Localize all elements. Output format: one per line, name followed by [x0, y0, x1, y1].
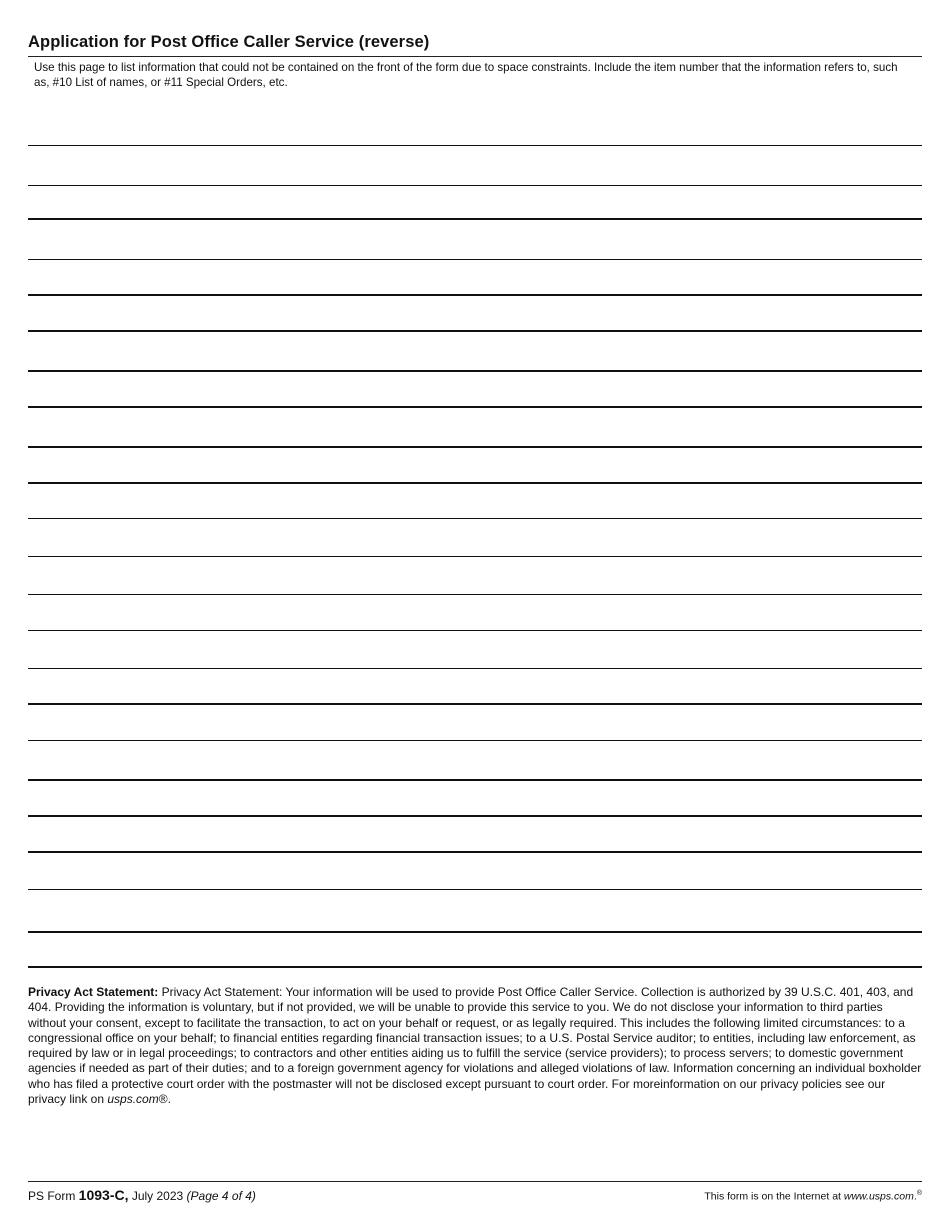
entry-line[interactable] [28, 779, 922, 781]
entry-line[interactable] [28, 406, 922, 408]
entry-line[interactable] [28, 370, 922, 372]
internet-notice [704, 1190, 922, 1203]
form-title: Application for Post Office Caller Service (reverse) [28, 33, 430, 51]
privacy-text: Privacy Act Statement: Your information will be used to provide Post Office Caller Service. Collection is authorized by 39 U.S.C. 401, 403, and 404. Providing the information is voluntary, but if not provided, we will be unable to provide this service to you. We do not disclose your information to third parties without your consent, except to facilitate the transaction, to act on your behalf or request, or as legally required. This includes the following limited circumstances: to a congressional office on your behalf; to financial entities regarding financial transaction issues; to a U.S. Postal Service auditor; to entities, including law enforcement, as required by law or in legal proceedings; to contractors and other entities aiding us to fulfill the service (service providers); to process servers; to domestic government agencies if needed as part of their duties; and to a foreign government agency for violations and alleged violations of law. Information concerning an individual boxholder who has filed a protective court order with the postmaster will not be disclosed except pursuant to court order. For moreinformation on our privacy policies see our privacy link on [28, 985, 922, 1107]
entry-line[interactable] [28, 518, 922, 519]
entry-lines-area[interactable] [28, 0, 922, 980]
entry-line[interactable] [28, 482, 922, 484]
entry-line[interactable] [28, 668, 922, 669]
registered-mark: ® [916, 1190, 922, 1197]
entry-line[interactable] [28, 889, 922, 890]
entry-line[interactable] [28, 330, 922, 332]
entry-line[interactable] [28, 703, 922, 705]
entry-line[interactable] [28, 630, 922, 631]
entry-line[interactable] [28, 815, 922, 817]
privacy-act-statement [28, 985, 922, 1107]
entry-line[interactable] [28, 218, 922, 220]
form-page [28, 0, 922, 1230]
entry-line[interactable] [28, 259, 922, 260]
internet-end: . [913, 1190, 917, 1203]
entry-line[interactable] [28, 294, 922, 296]
internet-text: This form is on the Internet at [704, 1190, 844, 1203]
privacy-label: Privacy Act Statement: [28, 985, 159, 999]
footer-divider [28, 1181, 922, 1182]
entry-line[interactable] [28, 446, 922, 448]
entry-line[interactable] [28, 851, 922, 853]
entry-line[interactable] [28, 966, 922, 968]
entry-line[interactable] [28, 594, 922, 595]
privacy-end: ®. [158, 1092, 171, 1107]
entry-line[interactable] [28, 740, 922, 741]
form-identifier [28, 1187, 256, 1203]
form-prefix: PS Form [28, 1189, 79, 1203]
internet-link: www.usps.com [843, 1190, 914, 1203]
instructions-text: Use this page to list information that could not be contained on the front of the form due to space constraints. Include the item number that the information refers to, such as, #10 List of names, or #11 Special Orders, etc. [34, 61, 898, 89]
entry-line[interactable] [28, 931, 922, 933]
entry-line[interactable] [28, 145, 922, 146]
entry-line[interactable] [28, 556, 922, 557]
privacy-link: usps.com [107, 1092, 159, 1107]
page-indicator: (Page 4 of 4) [186, 1189, 256, 1203]
form-number: 1093-C, [78, 1187, 129, 1203]
form-date: July 2023 [128, 1189, 187, 1203]
entry-line[interactable] [28, 185, 922, 186]
